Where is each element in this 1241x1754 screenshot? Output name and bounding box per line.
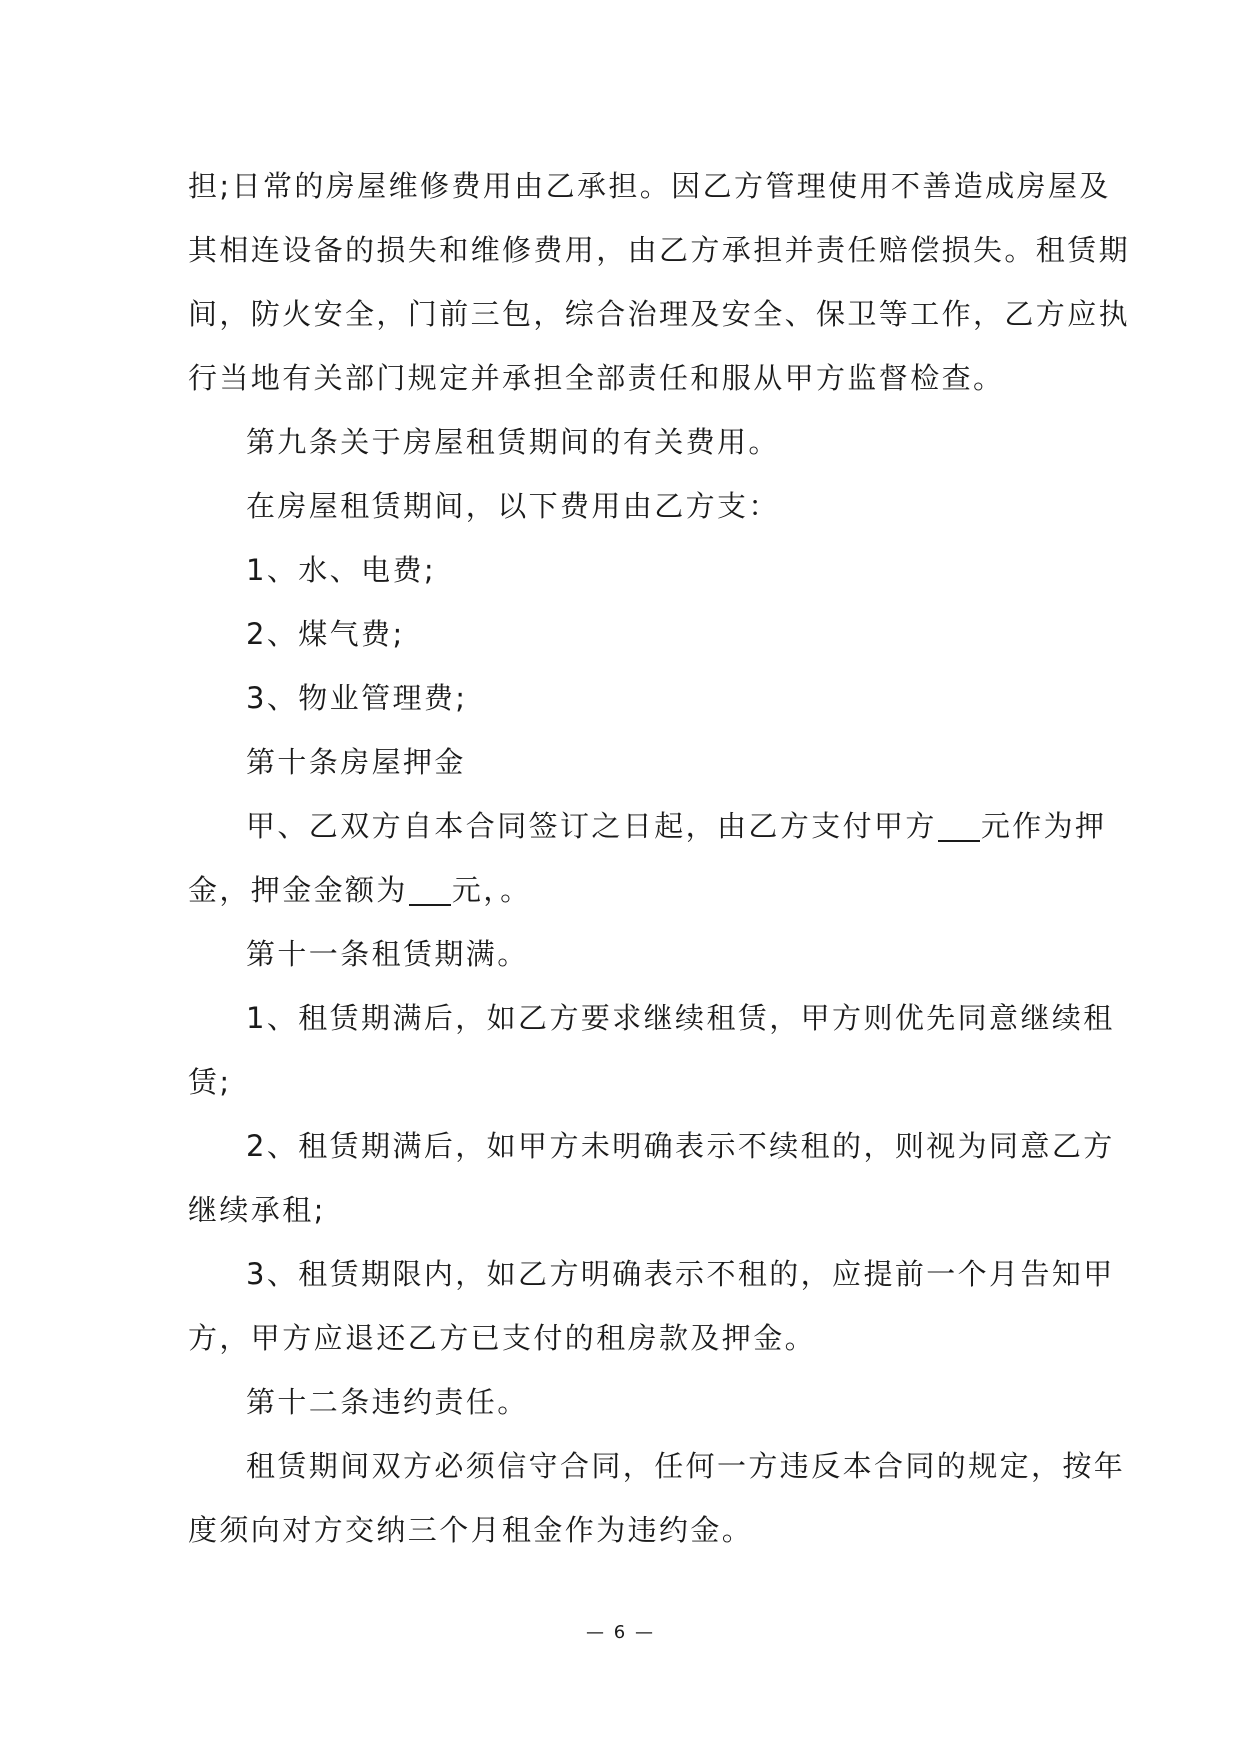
article-heading: 第十一条租赁期满。 bbox=[246, 937, 529, 971]
paragraph-line: 租赁期间双方必须信守合同，任何一方违反本合同的规定，按年 bbox=[246, 1449, 1126, 1483]
blank-field bbox=[409, 876, 451, 906]
paragraph-line: 担;日常的房屋维修费用由乙承担。因乙方管理使用不善造成房屋及 bbox=[188, 169, 1111, 203]
text-segment: 甲、乙双方自本合同签订之日起，由乙方支付甲方 bbox=[246, 809, 937, 843]
article-heading: 第九条关于房屋租赁期间的有关费用。 bbox=[246, 425, 780, 459]
page-number: — 6 — bbox=[586, 1622, 655, 1643]
paragraph-line: 方，甲方应退还乙方已支付的租房款及押金。 bbox=[188, 1321, 817, 1355]
list-item: 1、租赁期满后，如乙方要求继续租赁，甲方则优先同意继续租 bbox=[246, 1001, 1115, 1035]
paragraph-line: 度须向对方交纳三个月租金作为违约金。 bbox=[188, 1513, 754, 1547]
document-body bbox=[188, 154, 1131, 1562]
list-item: 3、租赁期限内，如乙方明确表示不租的，应提前一个月告知甲 bbox=[246, 1257, 1115, 1291]
paragraph-line: 赁; bbox=[188, 1065, 232, 1099]
article-heading: 第十条房屋押金 bbox=[246, 745, 466, 779]
list-item: 3、物业管理费; bbox=[246, 681, 468, 715]
paragraph-line: 间，防火安全，门前三包，综合治理及安全、保卫等工作，乙方应执 bbox=[188, 297, 1131, 331]
list-item: 2、煤气费; bbox=[246, 617, 405, 651]
paragraph-line: 其相连设备的损失和维修费用，由乙方承担并责任赔偿损失。租赁期 bbox=[188, 233, 1131, 267]
paragraph-line bbox=[188, 794, 1107, 858]
list-item: 1、水、电费; bbox=[246, 553, 437, 587]
text-segment: 元作为押 bbox=[980, 809, 1107, 843]
article-heading: 第十二条违约责任。 bbox=[246, 1385, 529, 1419]
paragraph-line: 行当地有关部门规定并承担全部责任和服从甲方监督检查。 bbox=[188, 361, 1005, 395]
blank-field bbox=[938, 812, 980, 842]
text-segment: 元，。 bbox=[451, 873, 532, 907]
text-segment: 金，押金金额为 bbox=[188, 873, 408, 907]
paragraph-line: 继续承租; bbox=[188, 1193, 326, 1227]
paragraph-line bbox=[188, 858, 1068, 922]
list-item: 2、租赁期满后，如甲方未明确表示不续租的，则视为同意乙方 bbox=[246, 1129, 1115, 1163]
paragraph-line: 在房屋租赁期间，以下费用由乙方支： bbox=[246, 489, 780, 523]
